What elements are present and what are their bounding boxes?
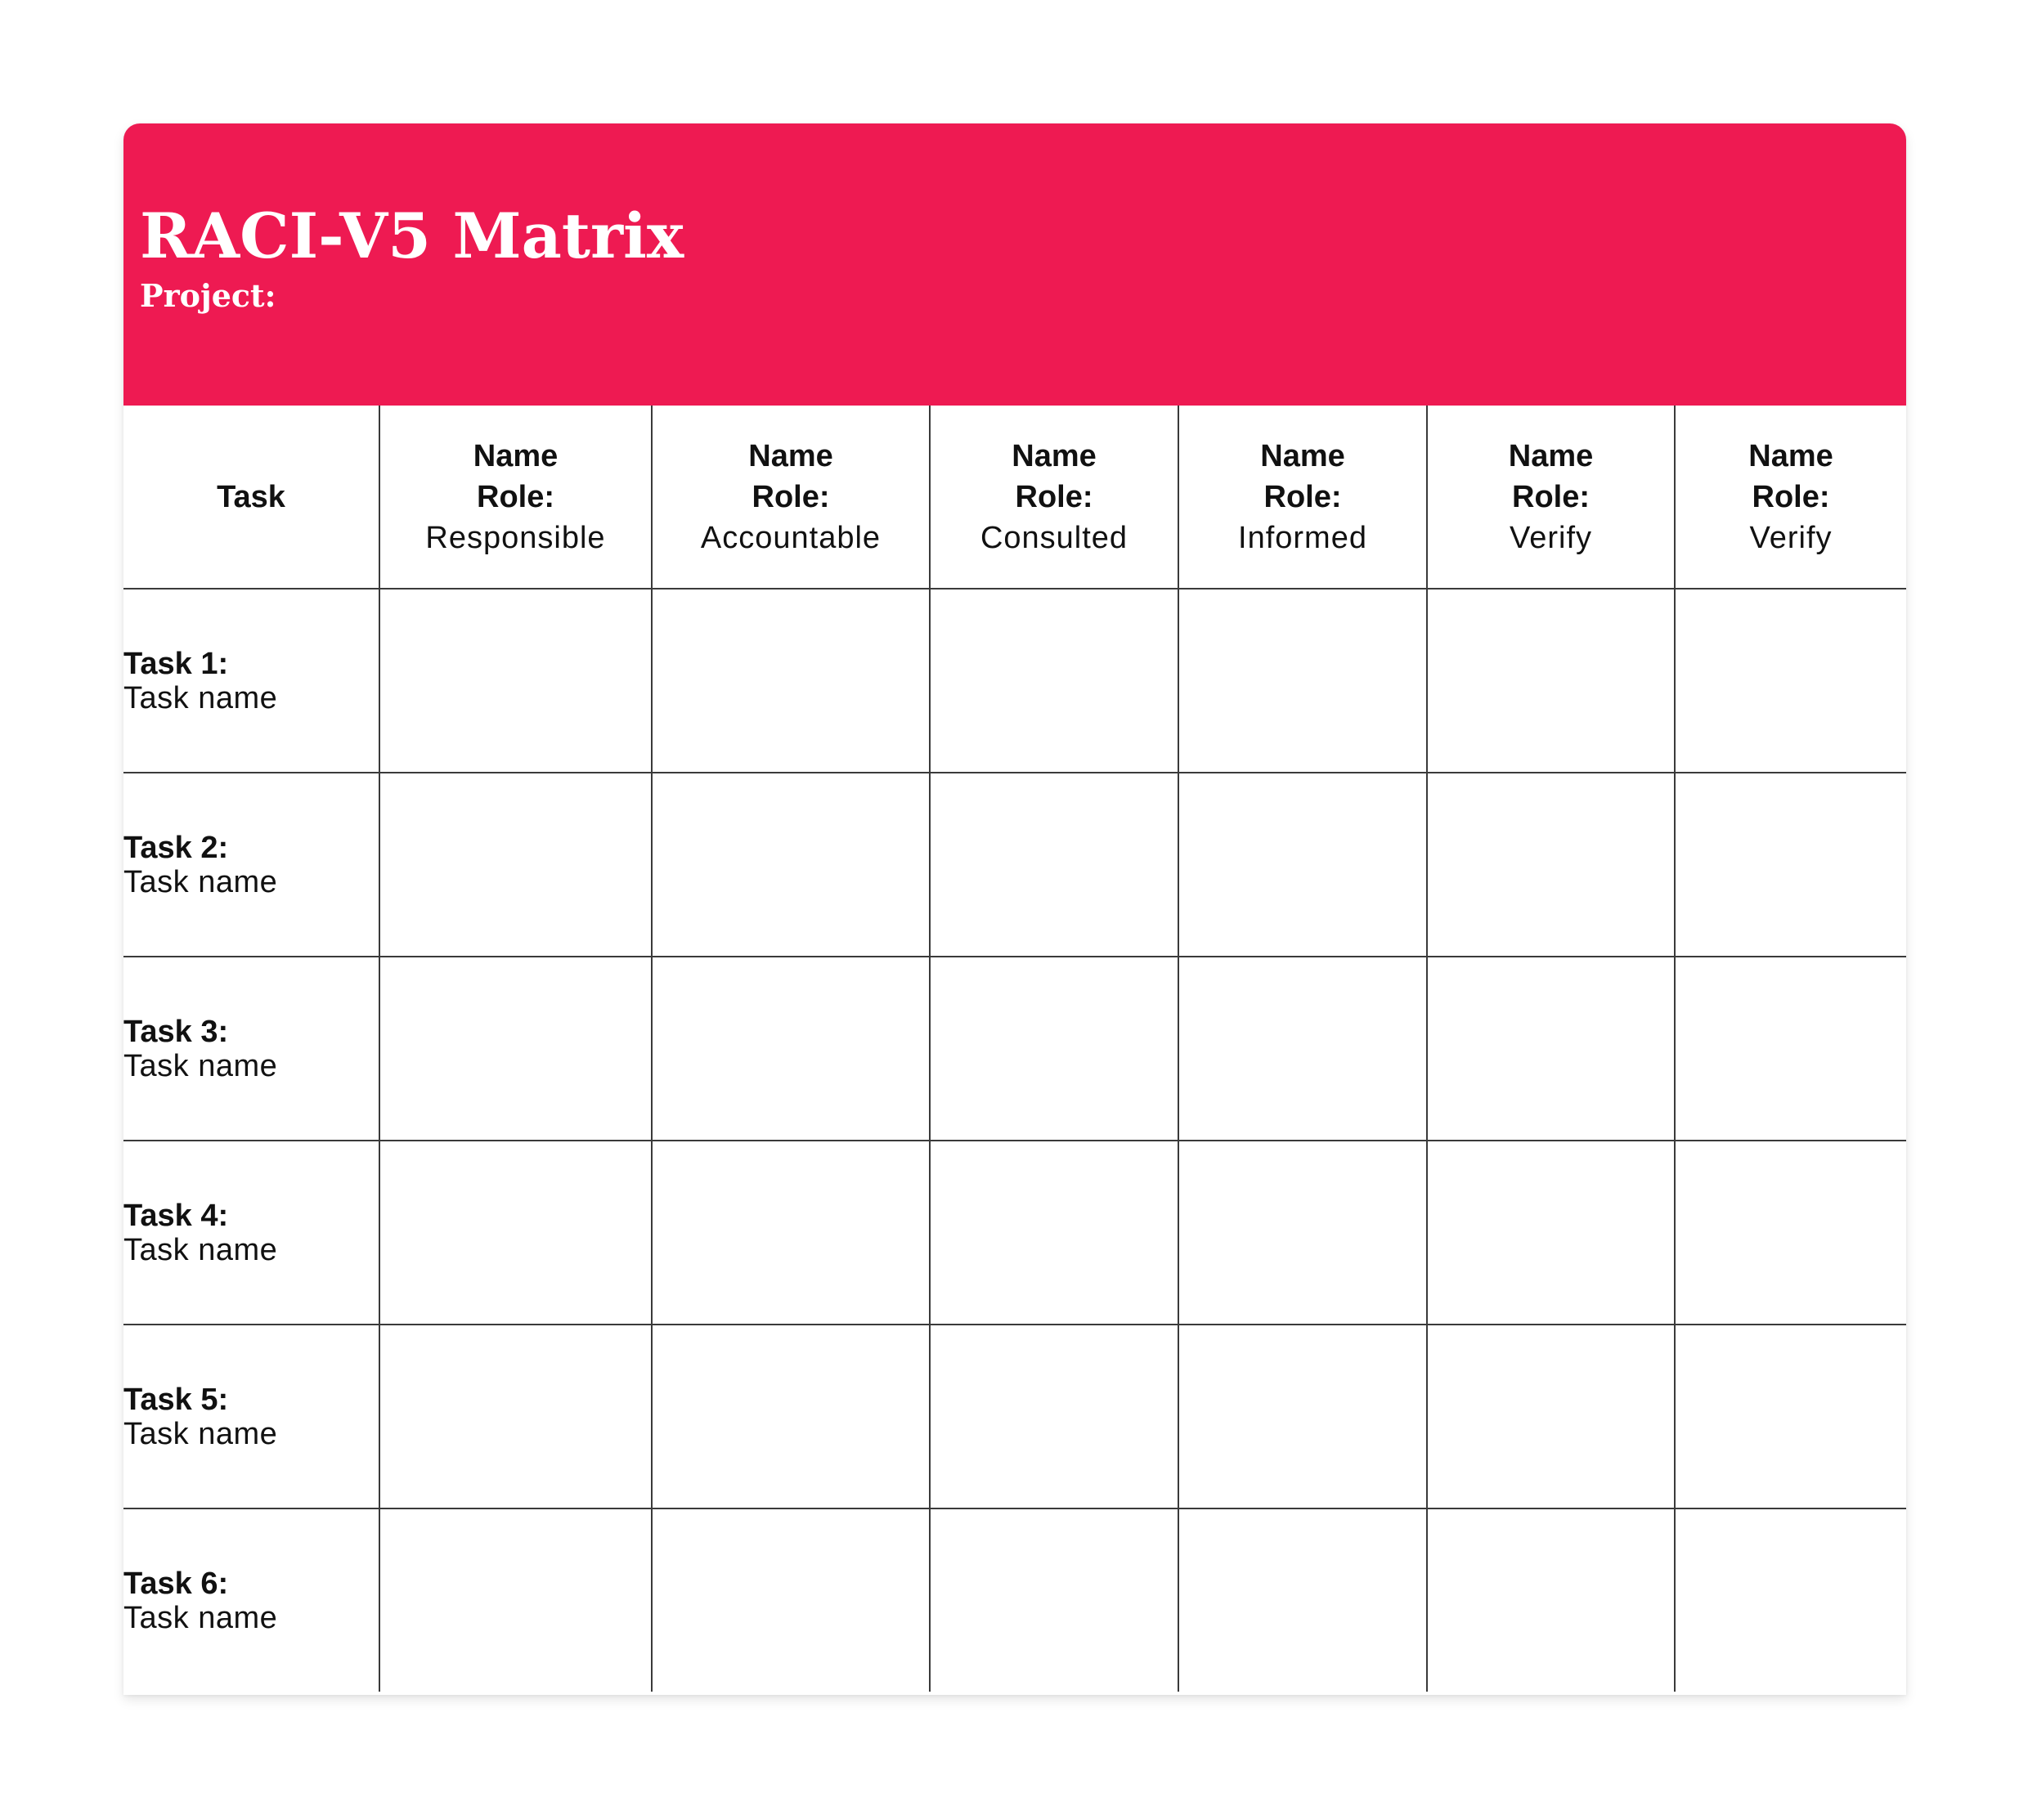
matrix-cell[interactable] [1427, 589, 1675, 773]
matrix-cell[interactable] [652, 1325, 930, 1508]
matrix-cell[interactable] [1178, 1508, 1427, 1692]
matrix-cell[interactable] [1675, 1141, 1906, 1325]
task-cell [123, 1141, 379, 1325]
column-header-accountable [652, 406, 930, 589]
task-column-header: Task [123, 406, 379, 589]
table-row [123, 773, 1906, 957]
column-role: Consulted [980, 520, 1128, 555]
column-role-label: Role: [1015, 479, 1093, 514]
column-role-label: Role: [477, 479, 554, 514]
matrix-cell[interactable] [1178, 773, 1427, 957]
column-role: Responsible [425, 520, 606, 555]
matrix-cell[interactable] [930, 1141, 1178, 1325]
task-cell [123, 773, 379, 957]
column-role: Informed [1238, 520, 1367, 555]
task-label: Task 5: [123, 1382, 229, 1417]
column-role-label: Role: [752, 479, 830, 514]
matrix-cell[interactable] [930, 1508, 1178, 1692]
task-label: Task 6: [123, 1566, 229, 1601]
matrix-cell[interactable] [1427, 773, 1675, 957]
matrix-cell[interactable] [379, 589, 652, 773]
task-name: Task name [123, 1416, 278, 1451]
matrix-cell[interactable] [930, 1325, 1178, 1508]
matrix-header-banner [123, 123, 1906, 406]
column-role: Verify [1509, 520, 1593, 555]
column-header-verify-1 [1427, 406, 1675, 589]
task-name: Task name [123, 1600, 278, 1635]
matrix-cell[interactable] [1178, 1141, 1427, 1325]
matrix-cell[interactable] [379, 1325, 652, 1508]
matrix-cell[interactable] [652, 957, 930, 1141]
task-label: Task 1: [123, 646, 229, 681]
table-row [123, 1141, 1906, 1325]
header-row [123, 406, 1906, 589]
matrix-cell[interactable] [1178, 957, 1427, 1141]
matrix-cell[interactable] [379, 957, 652, 1141]
column-header-informed [1178, 406, 1427, 589]
table-row [123, 589, 1906, 773]
task-label: Task 3: [123, 1014, 229, 1049]
matrix-cell[interactable] [930, 773, 1178, 957]
task-label: Task 2: [123, 830, 229, 865]
matrix-cell[interactable] [379, 1141, 652, 1325]
column-name: Name [1260, 438, 1345, 473]
matrix-cell[interactable] [1675, 773, 1906, 957]
matrix-cell[interactable] [930, 589, 1178, 773]
table-row [123, 1508, 1906, 1692]
matrix-cell[interactable] [379, 773, 652, 957]
matrix-cell[interactable] [1675, 1325, 1906, 1508]
raci-matrix-card [123, 123, 1906, 1695]
task-cell [123, 1325, 379, 1508]
matrix-cell[interactable] [1675, 589, 1906, 773]
matrix-cell[interactable] [652, 1141, 930, 1325]
column-name: Name [748, 438, 833, 473]
matrix-cell[interactable] [1675, 1508, 1906, 1692]
column-header-responsible [379, 406, 652, 589]
column-name: Name [1748, 438, 1833, 473]
task-cell [123, 1508, 379, 1692]
task-name: Task name [123, 1232, 278, 1267]
matrix-cell[interactable] [1178, 1325, 1427, 1508]
task-name: Task name [123, 1048, 278, 1083]
column-name: Name [473, 438, 559, 473]
column-name: Name [1508, 438, 1594, 473]
table-row [123, 957, 1906, 1141]
matrix-cell[interactable] [652, 589, 930, 773]
task-name: Task name [123, 864, 278, 899]
matrix-cell[interactable] [379, 1508, 652, 1692]
matrix-cell[interactable] [652, 1508, 930, 1692]
column-role: Accountable [700, 520, 882, 555]
column-role-label: Role: [1263, 479, 1342, 514]
matrix-cell[interactable] [1427, 957, 1675, 1141]
matrix-cell[interactable] [652, 773, 930, 957]
column-role-label: Role: [1752, 479, 1830, 514]
matrix-cell[interactable] [1427, 1508, 1675, 1692]
task-label: Task 4: [123, 1198, 229, 1233]
project-label: Project: [140, 277, 276, 314]
column-name: Name [1012, 438, 1097, 473]
matrix-title: RACI-V5 Matrix [140, 199, 684, 272]
column-header-verify-2 [1675, 406, 1906, 589]
task-name: Task name [123, 680, 278, 715]
table-row [123, 1325, 1906, 1508]
matrix-cell[interactable] [1427, 1141, 1675, 1325]
column-role-label: Role: [1512, 479, 1590, 514]
task-cell [123, 589, 379, 773]
raci-table [123, 406, 1906, 1692]
task-cell [123, 957, 379, 1141]
matrix-cell[interactable] [930, 957, 1178, 1141]
matrix-cell[interactable] [1427, 1325, 1675, 1508]
matrix-cell[interactable] [1675, 957, 1906, 1141]
column-role: Verify [1749, 520, 1833, 555]
matrix-cell[interactable] [1178, 589, 1427, 773]
column-header-consulted [930, 406, 1178, 589]
